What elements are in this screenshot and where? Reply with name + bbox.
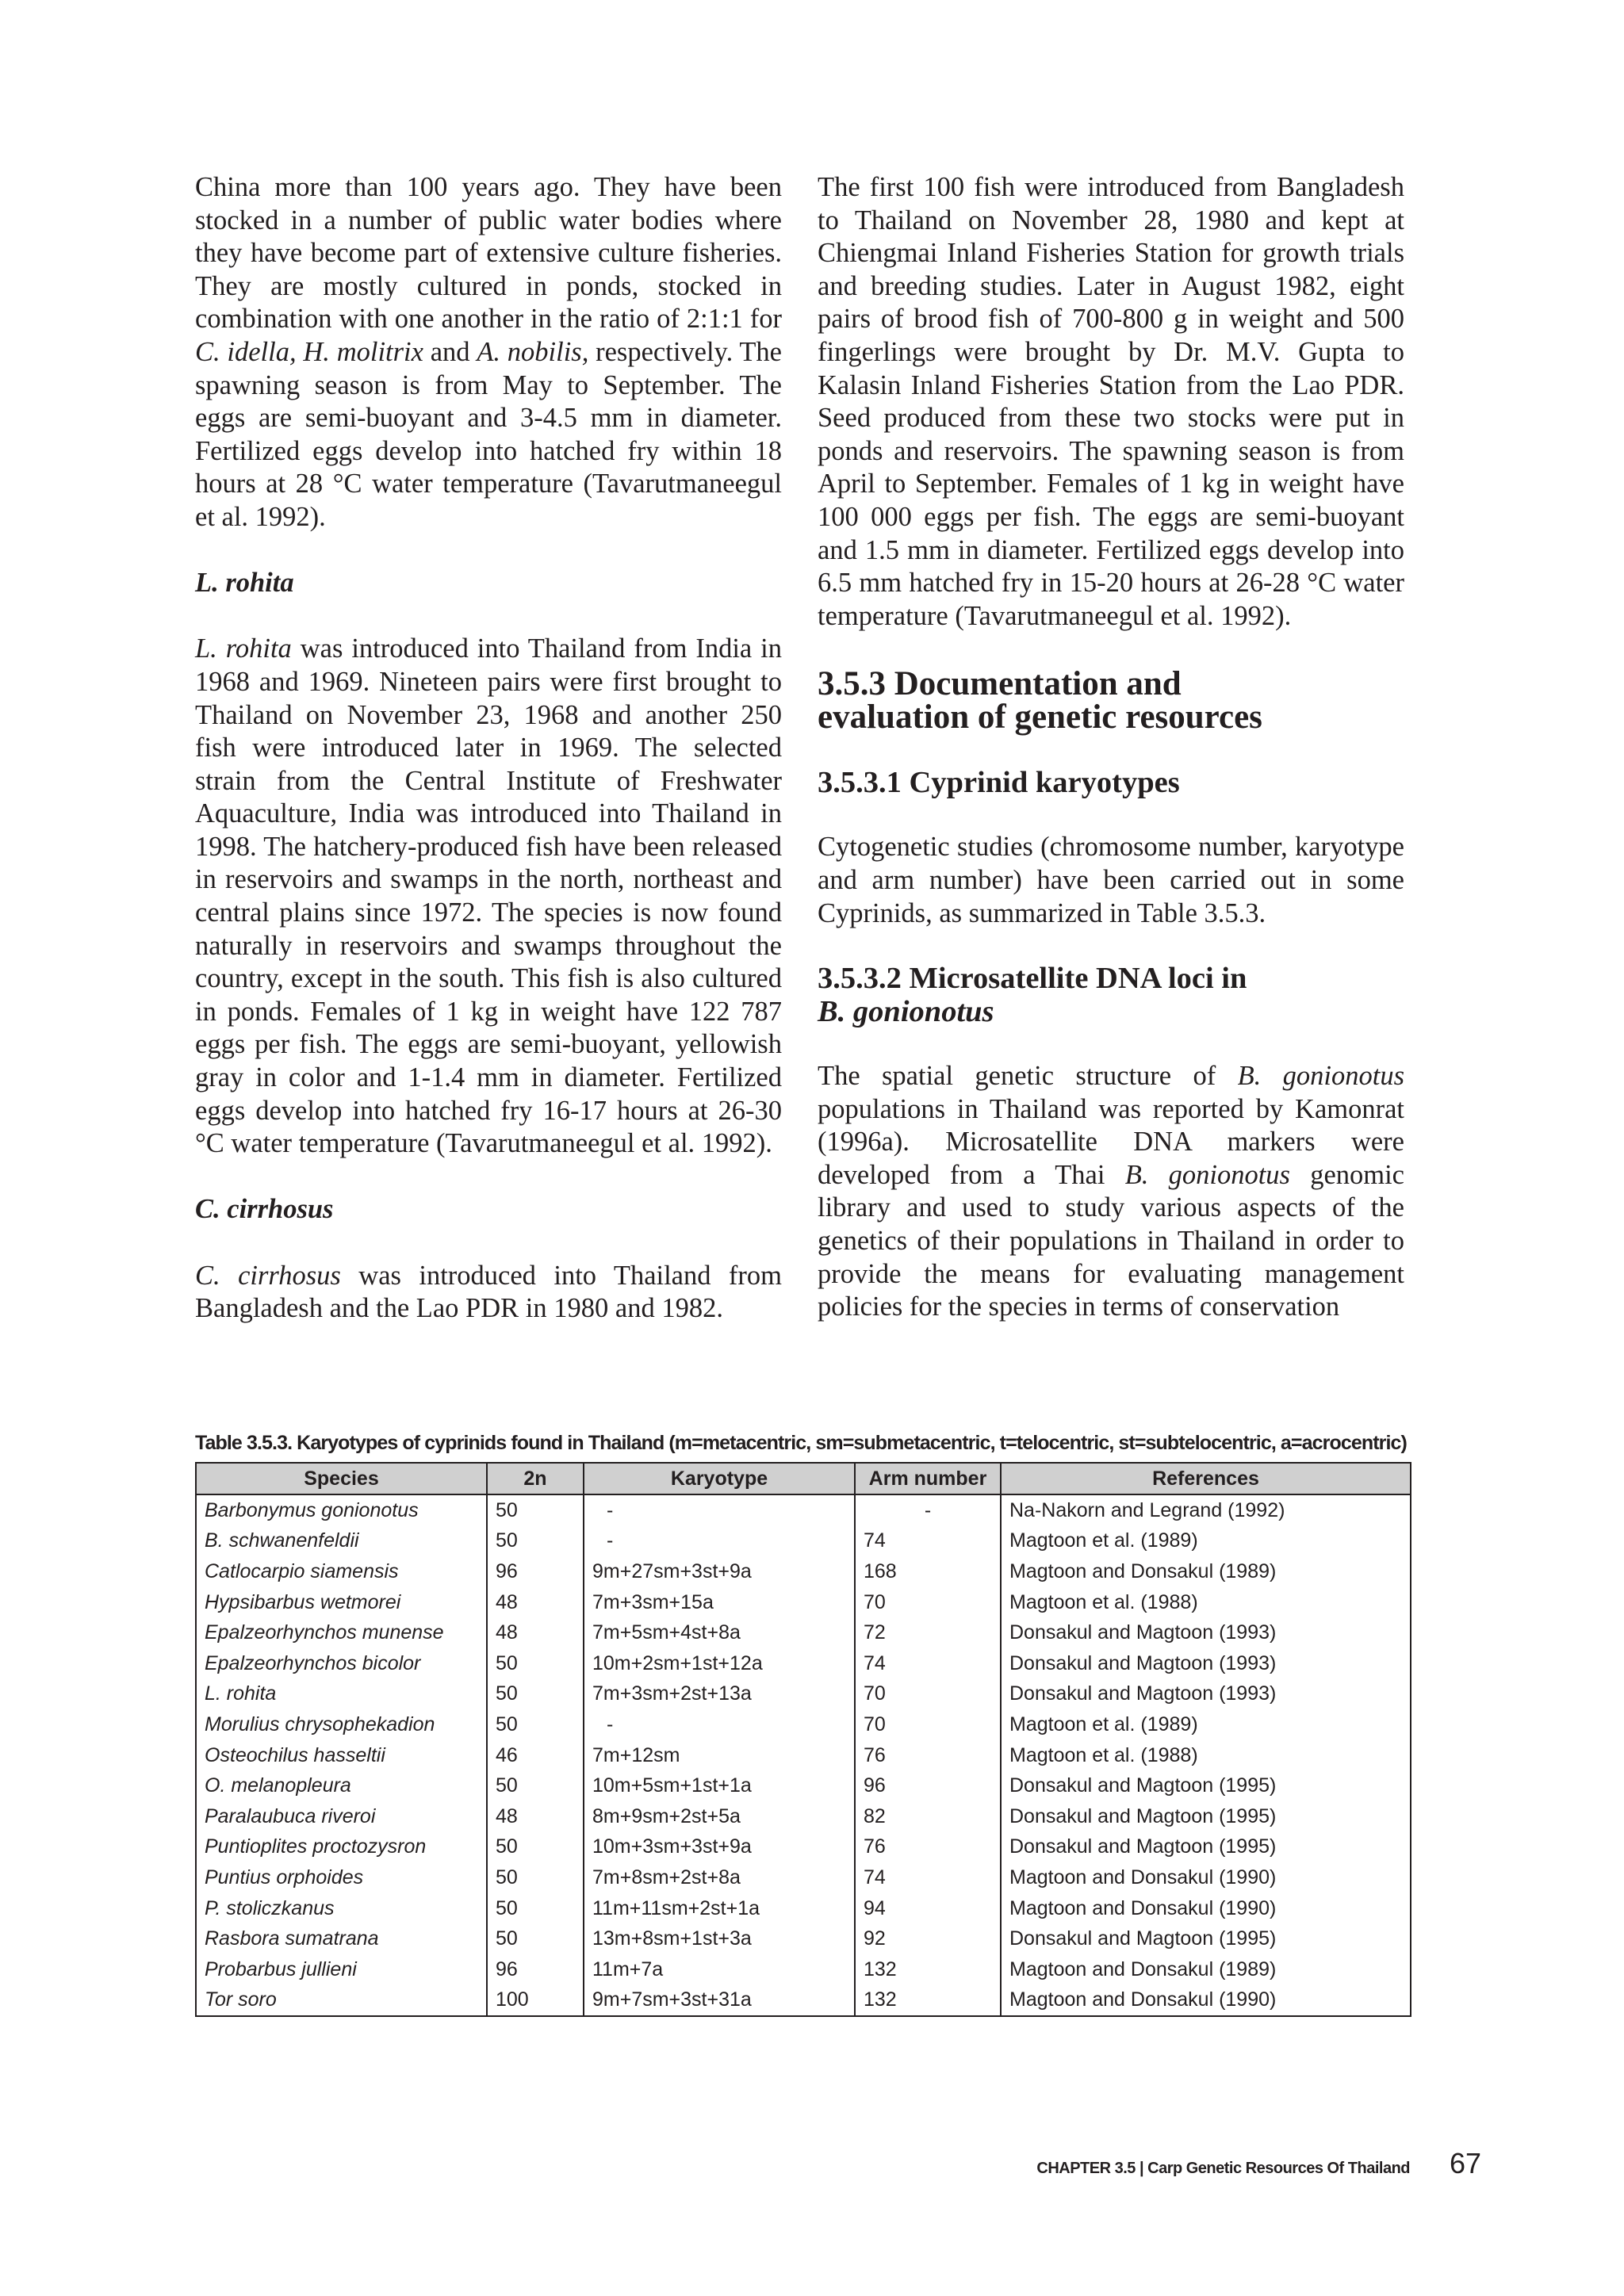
cell-species: P. stoliczkanus <box>196 1893 487 1924</box>
table-row <box>196 1770 1411 1801</box>
cell-2n: 50 <box>487 1770 584 1801</box>
table-row <box>196 1556 1411 1587</box>
cell-arm-number: 82 <box>855 1801 1001 1832</box>
cell-2n: 100 <box>487 1985 584 2017</box>
section-heading-3531: 3.5.3.1 Cyprinid karyotypes <box>818 766 1180 800</box>
cell-karyotype: - <box>584 1494 855 1526</box>
table-row <box>196 1494 1411 1526</box>
cell-arm-number: - <box>855 1494 1001 1526</box>
cell-species: Tor soro <box>196 1985 487 2017</box>
cell-karyotype: 7m+5sm+4st+8a <box>584 1617 855 1648</box>
cell-arm-number: 76 <box>855 1740 1001 1771</box>
table-row <box>196 1679 1411 1710</box>
table-row <box>196 1709 1411 1740</box>
cell-species: Probarbus jullieni <box>196 1954 487 1985</box>
cell-karyotype: 10m+2sm+1st+12a <box>584 1648 855 1679</box>
cell-2n: 50 <box>487 1648 584 1679</box>
cell-reference: Magtoon and Donsakul (1990) <box>1001 1893 1411 1924</box>
left-column <box>195 171 782 1326</box>
header-arm-number: Arm number <box>855 1463 1001 1494</box>
cell-species: B. schwanenfeldii <box>196 1526 487 1557</box>
table-row <box>196 1862 1411 1893</box>
page-number: 67 <box>1450 2147 1482 2179</box>
cell-species: Rasbora sumatrana <box>196 1923 487 1954</box>
cell-2n: 50 <box>487 1679 584 1710</box>
cell-species: Osteochilus hasseltii <box>196 1740 487 1771</box>
cell-2n: 50 <box>487 1494 584 1526</box>
subheading-cirrhosus: C. cirrhosus <box>195 1194 334 1225</box>
table-row <box>196 1801 1411 1832</box>
cell-arm-number: 76 <box>855 1832 1001 1863</box>
cell-2n: 46 <box>487 1740 584 1771</box>
header-karyotype: Karyotype <box>584 1463 855 1494</box>
cell-2n: 96 <box>487 1954 584 1985</box>
cell-2n: 48 <box>487 1587 584 1618</box>
cell-2n: 50 <box>487 1526 584 1557</box>
cell-karyotype: 9m+7sm+3st+31a <box>584 1985 855 2017</box>
cell-species: Puntioplites proctozysron <box>196 1832 487 1863</box>
table-row <box>196 1526 1411 1557</box>
cell-reference: Donsakul and Magtoon (1995) <box>1001 1923 1411 1954</box>
paragraph-cirrhosus: C. cirrhosus was introduced into Thailand from Bangladesh and the Lao PDR in 1980 and 1982. <box>195 1260 782 1324</box>
cell-arm-number: 70 <box>855 1679 1001 1710</box>
table-caption: Table 3.5.3. Karyotypes of cyprinids found in Thailand (m=metacentric, sm=submetacentric, t=telocentric, st=subtelocentric, a=acrocentric) <box>195 1432 1407 1454</box>
header-species: Species <box>196 1463 487 1494</box>
cell-2n: 50 <box>487 1832 584 1863</box>
cell-species: Epalzeorhynchos bicolor <box>196 1648 487 1679</box>
paragraph-microsatellite: The spatial genetic structure of B. gonionotus populations in Thailand was reported by Kamonrat (1996a). Microsatellite DNA markers were developed from a Thai B. gonionotus genomic library and used to study various aspects of the genetics of their populations in Thailand in order to provide the means for evaluating management policies for the species in terms of conservation <box>818 1061 1404 1322</box>
cell-karyotype: - <box>584 1709 855 1740</box>
cell-karyotype: 7m+8sm+2st+8a <box>584 1862 855 1893</box>
cell-karyotype: - <box>584 1526 855 1557</box>
paragraph-rohita: L. rohita was introduced into Thailand from India in 1968 and 1969. Nineteen pairs were first brought to Thailand on November 23, 1968 and another 250 fish were introduced later in 1969. The selected strain from the Central Institute of Freshwater Aquaculture, India was introduced into Thailand in 1998. The hatchery-produced fish have been released in reservoirs and swamps in the north, northeast and central plains since 1972. The species is now found naturally in reservoirs and swamps throughout the country, except in the south. This fish is also cultured in ponds. Females of 1 kg in weight have 122 787 eggs per fish. The eggs are semi-buoyant, yellowish gray in color and 1-1.4 mm in diameter. Fertilized eggs develop into hatched fry 16-17 hours at 26-30 °C water temperature (Tavarutmaneegul et al. 1992). <box>195 633 782 1159</box>
cell-arm-number: 94 <box>855 1893 1001 1924</box>
cell-reference: Magtoon et al. (1989) <box>1001 1709 1411 1740</box>
cell-arm-number: 168 <box>855 1556 1001 1587</box>
table-row <box>196 1617 1411 1648</box>
paragraph-intro: China more than 100 years ago. They have been stocked in a number of public water bodies where they have become part of extensive culture fisheries. They are mostly cultured in ponds, stocked in combination with one another in the ratio of 2:1:1 for C. idella, H. molitrix and A. nobilis, respectively. The spawning season is from May to September. The eggs are semi-buoyant and 3-4.5 mm in diameter. Fertilized eggs develop into hatched fry within 18 hours at 28 °C water temperature (Tavarutmaneegul et al. 1992). <box>195 172 782 532</box>
cell-reference: Magtoon et al. (1988) <box>1001 1587 1411 1618</box>
cell-arm-number: 70 <box>855 1709 1001 1740</box>
cell-arm-number: 72 <box>855 1617 1001 1648</box>
subheading-rohita: L. rohita <box>195 568 294 599</box>
cell-2n: 48 <box>487 1617 584 1648</box>
cell-2n: 48 <box>487 1801 584 1832</box>
cell-2n: 96 <box>487 1556 584 1587</box>
cell-reference: Magtoon and Donsakul (1990) <box>1001 1985 1411 2017</box>
cell-arm-number: 70 <box>855 1587 1001 1618</box>
cell-karyotype: 7m+3sm+15a <box>584 1587 855 1618</box>
right-column <box>818 171 1404 1324</box>
cell-reference: Donsakul and Magtoon (1995) <box>1001 1832 1411 1863</box>
table-row <box>196 1648 1411 1679</box>
cell-species: Paralaubuca riveroi <box>196 1801 487 1832</box>
cell-2n: 50 <box>487 1893 584 1924</box>
header-2n: 2n <box>487 1463 584 1494</box>
table-row <box>196 1985 1411 2017</box>
cell-karyotype: 11m+11sm+2st+1a <box>584 1893 855 1924</box>
chapter-footer: CHAPTER 3.5 | Carp Genetic Resources Of Thailand <box>1036 2160 1410 2177</box>
section-heading-3532: 3.5.3.2 Microsatellite DNA loci in B. gonionotus <box>818 962 1247 1029</box>
cell-reference: Donsakul and Magtoon (1995) <box>1001 1770 1411 1801</box>
cell-reference: Magtoon et al. (1989) <box>1001 1526 1411 1557</box>
table-row <box>196 1740 1411 1771</box>
table-row <box>196 1832 1411 1863</box>
cell-arm-number: 96 <box>855 1770 1001 1801</box>
table-body <box>196 1494 1411 2016</box>
table-row <box>196 1587 1411 1618</box>
paragraph-karyotypes: Cytogenetic studies (chromosome number, karyotype and arm number) have been carried out in some Cyprinids, as summarized in Table 3.5.3. <box>818 832 1404 928</box>
cell-reference: Magtoon and Donsakul (1989) <box>1001 1556 1411 1587</box>
cell-arm-number: 132 <box>855 1985 1001 2017</box>
karyotype-table <box>195 1462 1411 2017</box>
cell-2n: 50 <box>487 1709 584 1740</box>
cell-arm-number: 132 <box>855 1954 1001 1985</box>
cell-species: Catlocarpio siamensis <box>196 1556 487 1587</box>
cell-reference: Magtoon and Donsakul (1989) <box>1001 1954 1411 1985</box>
cell-arm-number: 74 <box>855 1862 1001 1893</box>
cell-2n: 50 <box>487 1923 584 1954</box>
paragraph-cirrhosus-continued: The first 100 fish were introduced from Bangladesh to Thailand on November 28, 1980 and kept at Chiengmai Inland Fisheries Station for growth trials and breeding studies. Later in August 1982, eight pairs of brood fish of 700-800 g in weight and 500 fingerlings were brought by Dr. M.V. Gupta to Kalasin Inland Fisheries Station from the Lao PDR. Seed produced from these two stocks were put in ponds and reservoirs. The spawning season is from April to September. Females of 1 kg in weight have 100 000 eggs per fish. The eggs are semi-buoyant and 1.5 mm in diameter. Fertilized eggs develop into 6.5 mm hatched fry in 15-20 hours at 26-28 °C water temperature (Tavarutmaneegul et al. 1992). <box>818 172 1404 631</box>
cell-reference: Magtoon and Donsakul (1990) <box>1001 1862 1411 1893</box>
cell-karyotype: 7m+12sm <box>584 1740 855 1771</box>
cell-species: Morulius chrysophekadion <box>196 1709 487 1740</box>
cell-karyotype: 13m+8sm+1st+3a <box>584 1923 855 1954</box>
cell-species: L. rohita <box>196 1679 487 1710</box>
cell-reference: Donsakul and Magtoon (1993) <box>1001 1648 1411 1679</box>
cell-reference: Donsakul and Magtoon (1993) <box>1001 1617 1411 1648</box>
cell-karyotype: 9m+27sm+3st+9a <box>584 1556 855 1587</box>
header-references: References <box>1001 1463 1411 1494</box>
cell-species: O. melanopleura <box>196 1770 487 1801</box>
table-header-row <box>196 1463 1411 1494</box>
cell-karyotype: 10m+3sm+3st+9a <box>584 1832 855 1863</box>
table-row <box>196 1923 1411 1954</box>
cell-reference: Donsakul and Magtoon (1993) <box>1001 1679 1411 1710</box>
cell-species: Puntius orphoides <box>196 1862 487 1893</box>
cell-2n: 50 <box>487 1862 584 1893</box>
section-heading-353: 3.5.3 Documentation and evaluation of genetic resources <box>818 665 1262 737</box>
cell-reference: Donsakul and Magtoon (1995) <box>1001 1801 1411 1832</box>
cell-species: Barbonymus gonionotus <box>196 1494 487 1526</box>
cell-reference: Na-Nakorn and Legrand (1992) <box>1001 1494 1411 1526</box>
cell-arm-number: 74 <box>855 1648 1001 1679</box>
cell-arm-number: 74 <box>855 1526 1001 1557</box>
cell-reference: Magtoon et al. (1988) <box>1001 1740 1411 1771</box>
cell-karyotype: 7m+3sm+2st+13a <box>584 1679 855 1710</box>
table-row <box>196 1954 1411 1985</box>
cell-karyotype: 10m+5sm+1st+1a <box>584 1770 855 1801</box>
cell-karyotype: 8m+9sm+2st+5a <box>584 1801 855 1832</box>
table-row <box>196 1893 1411 1924</box>
cell-species: Epalzeorhynchos munense <box>196 1617 487 1648</box>
cell-arm-number: 92 <box>855 1923 1001 1954</box>
cell-karyotype: 11m+7a <box>584 1954 855 1985</box>
cell-species: Hypsibarbus wetmorei <box>196 1587 487 1618</box>
